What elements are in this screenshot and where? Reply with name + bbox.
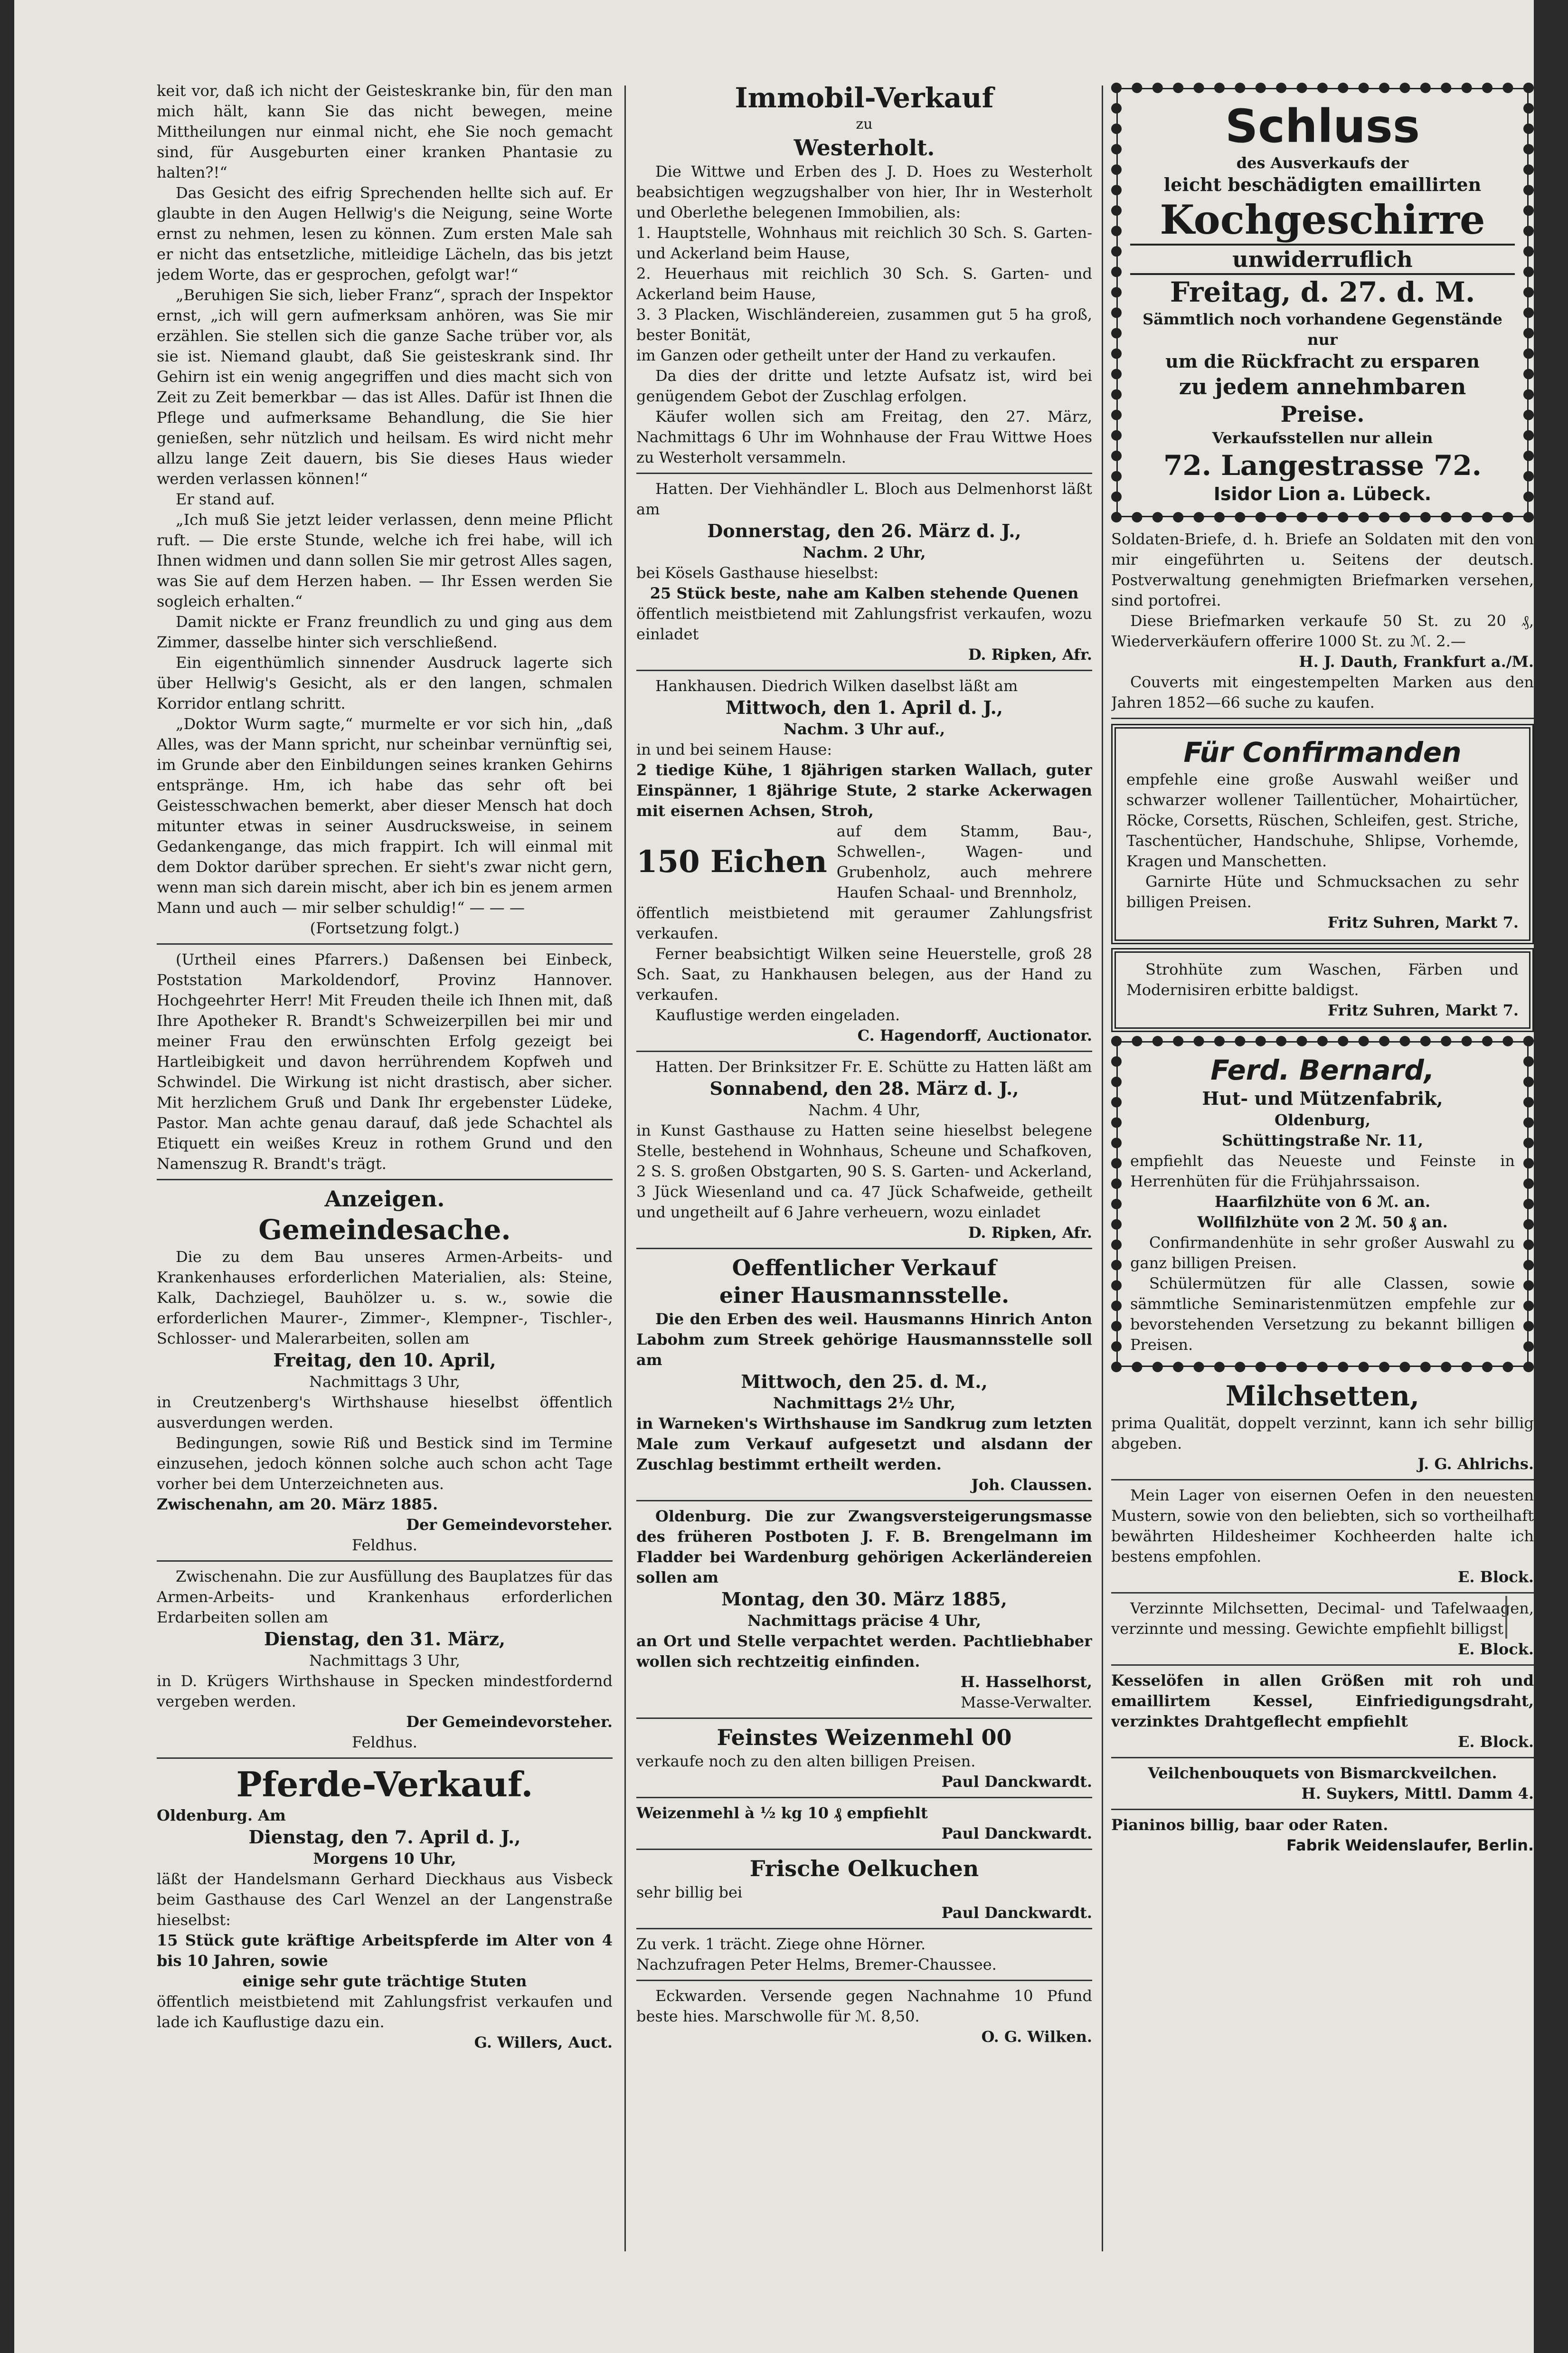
hankhausen-sig: C. Hagendorff, Auctionator. [857, 1026, 1092, 1044]
eichen-text: auf dem Stamm, Bau-, Schwellen-, Wagen- und Grubenholz, auch mehrere Haufen Schaal- und Brennholz, [836, 822, 1092, 901]
immobil-text2: im Ganzen oder getheilt unter der Hand zu verkaufen. [636, 346, 1057, 364]
immobil-title: Immobil-Verkauf [735, 82, 994, 114]
pianinos-text: Pianinos billig, baar oder Raten. [1111, 1816, 1389, 1834]
hankhausen-text4: Ferner beabsichtigt Wilken seine Heuerstelle, groß 28 Sch. Saat, zu Hankhausen belegen, aus der Hand zu verkaufen. [636, 945, 1092, 1004]
pianinos-sig: Fabrik Weidenslaufer, Berlin. [1286, 1836, 1534, 1854]
zwischenahn-text2: in D. Krügers Wirthshause in Specken mindestfordernd vergeben werden. [157, 1672, 613, 1710]
page-edge-mark [1505, 1596, 1534, 1639]
hatten1-time: Nachm. 2 Uhr, [803, 543, 926, 561]
oldenburg-time: Nachmittags präcise 4 Uhr, [747, 1612, 981, 1630]
paragraph: Er stand auf. [176, 490, 275, 508]
pferde-title: Pferde-Verkauf. [236, 1764, 533, 1804]
confirmanden-text2: Garnirte Hüte und Schmucksachen zu sehr billigen Preisen. [1126, 873, 1519, 911]
soldaten-sig: H. J. Dauth, Frankfurt a./M. [1299, 653, 1534, 671]
schluss-t9: Preise. [1280, 401, 1365, 427]
gemeinde-sig2: Feldhus. [352, 1536, 417, 1554]
oldenburg-date: Montag, den 30. März 1885, [721, 1588, 1007, 1610]
pfarrer-ad: (Urtheil eines Pfarrers.) Daßensen bei Einbeck, Poststation Markoldendorf, Provinz Hannover. Hochgeehrter Herr! Mit Freuden theile ich Ihnen mit, daß Ihre Apotheker R. Brandt's Schweizerpillen bei mir und meiner Frau den erwünschten Erfolg gezeigt bei Hartleibigkeit und davon herrührendem Kopfweh und Schwindel. Die Wirkung ist nicht drastisch, aber sicher. Mit herzlichem Gruß und Dank Ihr ergebenster Lüdeke, Pastor. Man achte genau darauf, daß jede Schachtel als Etiquett ein weißes Kreuz in rothem Grund und den Namenszug R. Brandt's trägt. [157, 950, 613, 1173]
soldaten-text3: Couverts mit eingestempelten Marken aus den Jahren 1852—66 suche zu kaufen. [1111, 673, 1534, 712]
column-2 [636, 81, 1092, 2047]
eckwarden-text: Eckwarden. Versende gegen Nachnahme 10 Pfund beste hies. Marschwolle für ℳ. 8,50. [636, 1987, 1092, 2025]
oldenburg-sig1: H. Hasselhorst, [960, 1673, 1092, 1691]
gemeinde-sig1: Der Gemeindevorsteher. [406, 1516, 613, 1534]
oelkuchen-sig: Paul Danckwardt. [941, 1904, 1092, 1922]
schluss-title: Schluss [1225, 100, 1420, 153]
confirmanden-sig: Fritz Suhren, Markt 7. [1327, 913, 1519, 931]
zwischenahn-time: Nachmittags 3 Uhr, [309, 1651, 461, 1670]
hatten1-items: 25 Stück beste, nahe am Kalben stehende Quenen [650, 584, 1079, 602]
paragraph: Das Gesicht des eifrig Sprechenden hellte sich auf. Er glaubte in den Augen Hellwig's die Neigung, seine Worte ernst zu nehmen, lesen zu können. Zum ersten Male sah er nicht das entsetzliche, mitleidige Lächeln, das bis jetzt jedem Worte, das er gesprochen, gefolgt war!“ [157, 184, 613, 284]
ziege-text: Zu verk. 1 trächt. Ziege ohne Hörner. [636, 1935, 926, 1953]
column-1 [157, 81, 613, 2053]
gemeinde-title: Gemeindesache. [258, 1214, 511, 1246]
gemeinde-time: Nachmittags 3 Uhr, [309, 1373, 461, 1391]
oelkuchen-title: Frische Oelkuchen [749, 1856, 979, 1881]
paragraph: „Ich muß Sie jetzt leider verlassen, denn meine Pflicht ruft. — Die erste Stunde, welche ich frei habe, will ich Ihnen widmen und dann sollen Sie mir getrost Alles sagen, was Sie auf dem Herzen haben. — Ihr Essen werden Sie sogleich erhalten.“ [157, 511, 613, 610]
strohhuete-sig: Fritz Suhren, Markt 7. [1327, 1001, 1519, 1019]
schluss-t4: unwiderruflich [1130, 244, 1515, 275]
weizen2-text: Weizenmehl à ½ kg 10 ₰ empfiehlt [636, 1804, 928, 1822]
bernard-schueler: Schülermützen für alle Classen, sowie sämmtliche Seminaristenmützen empfehle zur bevorstehenden Versetzung zu bekannt billigen Preisen. [1130, 1274, 1515, 1354]
zwischenahn-sig2: Feldhus. [352, 1733, 417, 1751]
weizen2-sig: Paul Danckwardt. [941, 1824, 1092, 1842]
bernard-sub: Hut- und Mützenfabrik, [1202, 1088, 1443, 1109]
milch-text: prima Qualität, doppelt verzinnt, kann ich sehr billig abgeben. [1111, 1414, 1534, 1452]
pferde-text2: öffentlich meistbietend mit Zahlungsfrist verkaufen und lade ich Kauflustige dazu ein. [157, 1992, 613, 2031]
schluss-t12: Isidor Lion a. Lübeck. [1213, 484, 1432, 504]
zwischenahn-date: Dienstag, den 31. März, [264, 1628, 506, 1650]
pferde-items2: einige sehr gute trächtige Stuten [242, 1972, 527, 1990]
schluss-t8: zu jedem annehmbaren [1179, 374, 1466, 399]
kessel-text: Kesselöfen in allen Größen mit roh und emaillirtem Kessel, Einfriedigungsdraht, verzinktes Drahtgeflecht empfiehlt [1111, 1671, 1534, 1730]
bernard-conf: Confirmandenhüte in sehr großer Auswahl zu ganz billigen Preisen. [1130, 1233, 1515, 1272]
immobil-text4: Käufer wollen sich am Freitag, den 27. März, Nachmittags 6 Uhr im Wohnhause der Frau Wittwe Hoes zu Westerholt versammeln. [636, 408, 1092, 466]
bernard-woll: Wollfilzhüte von 2 ℳ. 50 ₰ an. [1197, 1213, 1448, 1231]
bernard-text: empfiehlt das Neueste und Feinste in Herrenhüten für die Frühjahrssaison. [1130, 1152, 1515, 1190]
schluss-t2: leicht beschädigten emaillirten [1163, 174, 1482, 195]
gemeinde-text: Die zu dem Bau unseres Armen-Arbeits- und Krankenhauses erforderlichen Materialien, als: Steine, Kalk, Dachziegel, Bauhölzer u. s. w., sowie die erforderlichen Maurer-, Zimmer-, Klempner-, Tischler-, Schlosser- und Malerarbeiten, sollen am [157, 1248, 613, 1347]
paragraph: keit vor, daß ich nicht der Geisteskranke bin, für den man mich hält, kann Sie das nicht bewegen, meine Mittheilungen nur einmal nicht, ehe Sie noch gemacht sind, für Ausgeburten einer kranken Phantasie zu halten?!“ [157, 82, 613, 181]
schluss-t1: des Ausverkaufs der [1236, 154, 1409, 172]
pferde-text: läßt der Handelsmann Gerhard Dieckhaus aus Visbeck beim Gasthause des Carl Wenzel an der Langenstraße hieselbst: [157, 1870, 613, 1929]
confirmanden-ad [1111, 724, 1534, 944]
hatten2-text2: in Kunst Gasthause zu Hatten seine hieselbst belegene Stelle, bestehend in Wohnhaus, Scheune und Schafkoven, 2 S. S. großen Obstgarten, 90 S. S. Garten- und Ackerland, 3 Jück Wiesenland und ca. 47 Jück Schafweide, getheilt und ungetheilt auf 6 Jahre verheuern, wozu einladet [636, 1121, 1092, 1221]
oeffentlich-title2: einer Hausmannsstelle. [719, 1282, 1010, 1308]
hankhausen-time: Nachm. 3 Uhr auf., [783, 720, 945, 738]
veilchen-text: Veilchenbouquets von Bismarckveilchen. [1148, 1764, 1497, 1782]
bernard-haar: Haarfilzhüte von 6 ℳ. an. [1214, 1193, 1431, 1211]
confirmanden-text: empfehle eine große Auswahl weißer und schwarzer wollener Taillentücher, Mohairtücher, Röcke, Corsetts, Rüschen, Schleifen, gest. Striche, Taschentücher, Handschuhe, Shlipse, Vorhemde, Kragen und Manschetten. [1126, 770, 1519, 870]
bernard-place: Oldenburg, [1274, 1111, 1371, 1129]
oefen-sig: E. Block. [1457, 1568, 1534, 1586]
weizen-title: Feinstes Weizenmehl 00 [717, 1725, 1012, 1750]
oelkuchen-text: sehr billig bei [636, 1883, 743, 1901]
zwischenahn-sig1: Der Gemeindevorsteher. [406, 1713, 613, 1731]
immobil-zu: zu [856, 116, 873, 133]
oeffentlich-text: Die den Erben des weil. Hausmanns Hinrich Anton Labohm zum Streek gehörige Hausmannsstelle soll am [636, 1310, 1092, 1369]
kessel-sig: E. Block. [1457, 1733, 1534, 1751]
hatten2-text: Hatten. Der Brinksitzer Fr. E. Schütte zu Hatten läßt am [655, 1058, 1092, 1076]
soldaten-text2: Diese Briefmarken verkaufe 50 St. zu 20 ₰, Wiederverkäufern offerire 1000 St. zu ℳ. 2.— [1111, 612, 1534, 650]
hatten1-text3: öffentlich meistbietend mit Zahlungsfrist verkaufen, wozu einladet [636, 605, 1092, 643]
soldaten-text: Soldaten-Briefe, d. h. Briefe an Soldaten mit den von mir eingeführten u. Seitens der deutsch. Postverwaltung genehmigten Briefmarken versehen, sind portofrei. [1111, 530, 1534, 609]
hatten2-sig: D. Ripken, Afr. [968, 1224, 1092, 1242]
weizen-sig: Paul Danckwardt. [941, 1773, 1092, 1791]
bernard-ad [1111, 1036, 1534, 1372]
oeffentlich-text2: in Warneken's Wirthshause im Sandkrug zum letzten Male zum Verkauf aufgesetzt und alsdann der Zuschlag bestimmt ertheilt werden. [636, 1414, 1092, 1473]
hankhausen-text: Hankhausen. Diedrich Wilken daselbst läßt am [655, 677, 1018, 695]
hatten2-time: Nachm. 4 Uhr, [808, 1101, 921, 1119]
oeffentlich-title1: Oeffentlicher Verkauf [732, 1255, 997, 1281]
hankhausen-items: 2 tiedige Kühe, 1 8jährigen starken Wallach, guter Einspänner, 1 8jährige Stute, 2 starke Ackerwagen mit eisernen Achsen, Stroh, [636, 761, 1092, 820]
immobil-place: Westerholt. [793, 135, 935, 161]
schluss-t6: Sämmtlich noch vorhandene Gegenstände nur [1143, 310, 1502, 349]
column-rule-1 [624, 85, 626, 2251]
gemeinde-text2: in Creutzenberg's Wirthshause hieselbst öffentlich ausverdungen werden. [157, 1393, 613, 1432]
strohhuete-ad [1111, 948, 1534, 1032]
paragraph: Ein eigenthümlich sinnender Ausdruck lagerte sich über Hellwig's Gesicht, als er den langen, schmalen Korridor entlang schritt. [157, 654, 613, 712]
oeffentlich-date: Mittwoch, den 25. d. M., [741, 1371, 988, 1392]
anzeigen-heading: Anzeigen. [324, 1186, 445, 1212]
bernard-title: Ferd. Bernard, [1210, 1054, 1435, 1086]
oeffentlich-sig: Joh. Claussen. [971, 1476, 1092, 1494]
paragraph: „Beruhigen Sie sich, lieber Franz“, sprach der Inspektor ernst, „ich will gern aufmerksam anhören, was Sie mir erzählen. Sie stellen sich die ganze Sache trüber vor, als sie ist. Niemand glaubt, daß Sie geisteskrank sind. Ihr Gehirn ist ein wenig angegriffen und dies macht sich von Zeit zu Zeit bemerkbar — das ist Alles. Dafür ist Ihnen die Pflege und aufmerksame Behandlung, die Sie hier genießen, sehr nützlich und heilsam. Es wird nicht mehr allzu lange Zeit dauern, bis Sie dieses Haus wieder werden verlassen können!“ [157, 286, 613, 488]
strohhuete-text: Strohhüte zum Waschen, Färben und Modernisiren erbitte baldigst. [1126, 960, 1519, 999]
oefen-text: Mein Lager von eisernen Oefen in den neuesten Mustern, sowie von den beliebten, sich so vortheilhaft bewährten Hildesheimer Kochheerden halte ich bestens empfohlen. [1111, 1486, 1534, 1566]
hatten1-text2: bei Kösels Gasthause hieselbst: [636, 564, 878, 582]
pferde-date: Dienstag, den 7. April d. J., [248, 1826, 521, 1848]
column-3 [1111, 81, 1534, 1856]
story-text [157, 81, 613, 939]
gemeinde-place: Zwischenahn, am 20. März 1885. [157, 1495, 438, 1513]
column-rule-2 [1102, 85, 1103, 2251]
pferde-items: 15 Stück gute kräftige Arbeitspferde im Alter von 4 bis 10 Jahren, sowie [157, 1931, 613, 1970]
hatten1-sig: D. Ripken, Afr. [968, 645, 1092, 664]
schluss-t3: Kochgeschirre [1160, 196, 1485, 243]
hatten1-text: Hatten. Der Viehhändler L. Bloch aus Delmenhorst läßt am [636, 480, 1092, 518]
pferde-place: Oldenburg. Am [157, 1806, 286, 1824]
continuation-note: (Fortsetzung folgt.) [310, 919, 460, 937]
hatten2-date: Sonnabend, den 28. März d. J., [709, 1078, 1019, 1099]
oldenburg-text: Oldenburg. Die zur Zwangsversteigerungsmasse des früheren Postboten J. F. B. Brengelmann im Fladder bei Wardenburg gehörigen Ackerländereien sollen am [636, 1507, 1092, 1586]
zwischenahn-text: Zwischenahn. Die zur Ausfüllung des Bauplatzes für das Armen-Arbeits- und Krankenhaus erforderlichen Erdarbeiten sollen am [157, 1567, 613, 1626]
immobil-text3: Da dies der dritte und letzte Aufsatz ist, wird bei genügendem Gebot der Zuschlag erfolgen. [636, 367, 1092, 405]
eichen-block [636, 821, 1092, 903]
paragraph: Damit nickte er Franz freundlich zu und ging aus dem Zimmer, dasselbe hinter sich verschließend. [157, 613, 613, 651]
schluss-t10: Verkaufsstellen nur allein [1212, 429, 1433, 447]
immobil-item: 1. Hauptstelle, Wohnhaus mit reichlich 30 Sch. S. Garten- und Ackerland beim Hause, [636, 224, 1092, 262]
gemeinde-text3: Bedingungen, sowie Riß und Bestick sind im Termine einzusehen, jedoch können solche auch schon acht Tage vorher bei dem Unterzeichneten aus. [157, 1434, 613, 1493]
eckwarden-sig: O. G. Wilken. [981, 2028, 1092, 2046]
schluss-t7: um die Rückfracht zu ersparen [1165, 351, 1480, 372]
pferde-time: Morgens 10 Uhr, [313, 1850, 456, 1868]
schluss-t11: 72. Langestrasse 72. [1163, 449, 1482, 482]
paragraph: „Doktor Wurm sagte,“ murmelte er vor sich hin, „daß Alles, was der Mann spricht, nur scheinbar vernünftig sei, im Grunde aber den Einbildungen seines kranken Gehirns entspränge. Hm, ich habe das sehr oft bei Geistesschwachen bemerkt, aber dieser Mensch hat doch mitunter etwas in seiner Ausdrucksweise, in seinem Gedankengange, das mich frappirt. Ich will einmal mit dem Doktor darüber sprechen. Er sieht's zwar nicht gern, wenn man sich darein mischt, aber ich bin es jenem armen Mann und auch — mir selber schuldig!“ — — — [157, 715, 613, 917]
ziege-text2: Nachzufragen Peter Helms, Bremer-Chaussee. [636, 1955, 997, 1973]
schluss-ad [1111, 83, 1534, 522]
oldenburg-sig2: Masse-Verwalter. [961, 1693, 1092, 1711]
immobil-text: Die Wittwe und Erben des J. D. Hoes zu Westerholt beabsichtigen wegzugshalber von hier, Ihr in Westerholt und Oberlethe belegenen Immobilien, als: [636, 162, 1092, 221]
newspaper-page [14, 0, 1534, 2353]
hankhausen-date: Mittwoch, den 1. April d. J., [725, 697, 1003, 718]
oldenburg-text2: an Ort und Stelle verpachtet werden. Pachtliebhaber wollen sich rechtzeitig einfinden. [636, 1632, 1092, 1670]
milch-sig: J. G. Ahlrichs. [1417, 1455, 1534, 1473]
verzinnte-sig: E. Block. [1457, 1640, 1534, 1658]
confirmanden-title: Für Confirmanden [1183, 736, 1462, 769]
milch-title: Milchsetten, [1225, 1380, 1420, 1412]
veilchen-sig: H. Suykers, Mittl. Damm 4. [1301, 1784, 1534, 1803]
eichen-title: 150 Eichen [636, 844, 827, 880]
hankhausen-text2: in und bei seinem Hause: [636, 740, 832, 759]
immobil-item: 2. Heuerhaus mit reichlich 30 Sch. S. Garten- und Ackerland beim Hause, [636, 265, 1092, 303]
hankhausen-text3: öffentlich meistbietend mit geraumer Zahlungsfrist verkaufen. [636, 904, 1092, 942]
hankhausen-text5: Kauflustige werden eingeladen. [655, 1006, 900, 1024]
weizen-text: verkaufe noch zu den alten billigen Preisen. [636, 1752, 976, 1770]
gemeinde-date: Freitag, den 10. April, [273, 1349, 496, 1371]
pferde-sig: G. Willers, Auct. [474, 2033, 613, 2051]
hatten1-date: Donnerstag, den 26. März d. J., [707, 520, 1021, 541]
verzinnte-text: Verzinnte Milchsetten, Decimal- und Tafelwaagen, verzinnte und messing. Gewichte empfiehlt billigst [1111, 1599, 1534, 1638]
oeffentlich-time: Nachmittags 2½ Uhr, [773, 1394, 956, 1412]
schluss-t5: Freitag, d. 27. d. M. [1170, 276, 1475, 308]
immobil-item: 3. 3 Placken, Wischländereien, zusammen gut 5 ha groß, bester Bonität, [636, 305, 1092, 344]
bernard-street: Schüttingstraße Nr. 11, [1222, 1131, 1423, 1149]
